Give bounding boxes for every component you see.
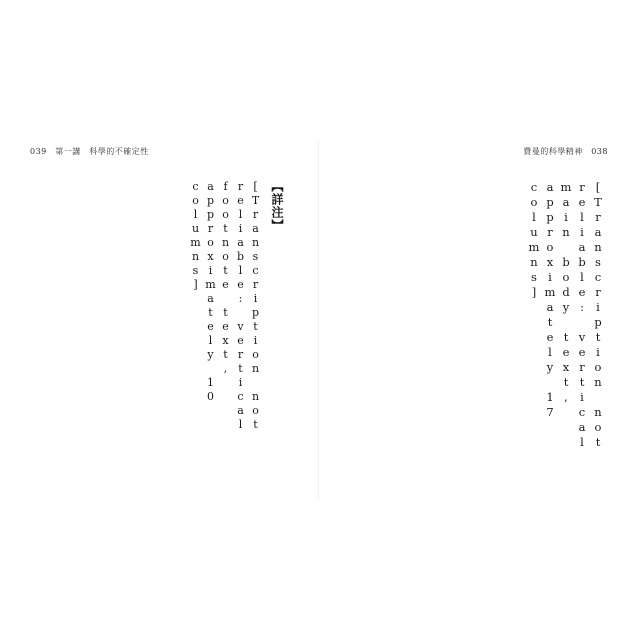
right-page-header: 費曼的科學精神 038 bbox=[523, 147, 608, 156]
left-page bbox=[26, 140, 294, 500]
right-page bbox=[326, 140, 612, 500]
note-paragraph-1: [Transcription not reliable: vertical footnote text, approximately 10 columns] bbox=[189, 180, 262, 432]
body-paragraph-1: [Transcription not reliable: vertical main body text, approximately 17 columns] bbox=[527, 180, 605, 450]
notes-section bbox=[69, 180, 284, 450]
book-gutter bbox=[318, 140, 319, 500]
notes-heading: 【詳注】 bbox=[270, 180, 284, 232]
main-body-text bbox=[330, 180, 606, 480]
left-page-header: 039 第一講 科學的不確定性 bbox=[30, 147, 149, 156]
